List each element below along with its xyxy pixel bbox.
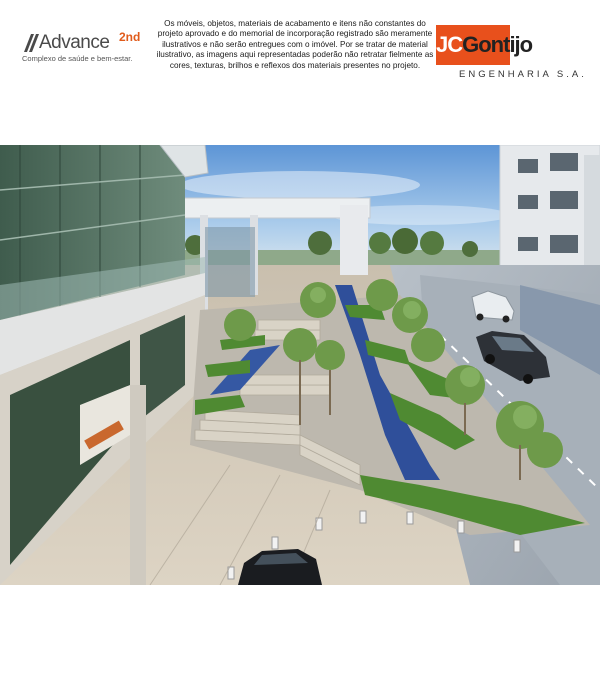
jc-logo-subtitle: ENGENHARIA S.A. xyxy=(459,69,587,80)
advance-logo-tagline: Complexo de saúde e bem-estar. xyxy=(22,54,133,63)
advance-slash-icon xyxy=(22,34,40,52)
jc-logo-prefix: JC xyxy=(436,32,463,57)
jc-gontijo-logo xyxy=(436,32,532,58)
architectural-rendering xyxy=(0,145,600,585)
advance-logo xyxy=(22,30,152,70)
jc-logo-name: Gontijo xyxy=(462,32,533,57)
advance-logo-superscript: 2nd xyxy=(119,30,141,44)
disclaimer-text: Os móveis, objetos, materiais de acabamento e itens não constantes do projeto aprovado e do memorial de incorporação registrado são meramente ilustrativos e não serão entregues com o imóvel. Por se tratar de material ilustrativo, as imagens aqui representadas poderão não retratar fielmente as cores, texturas, brilhos e reflexos dos materiais presentes no projeto. xyxy=(156,19,434,70)
advance-logo-word: Advance xyxy=(39,32,110,53)
architectural-rendering-image xyxy=(0,145,600,585)
